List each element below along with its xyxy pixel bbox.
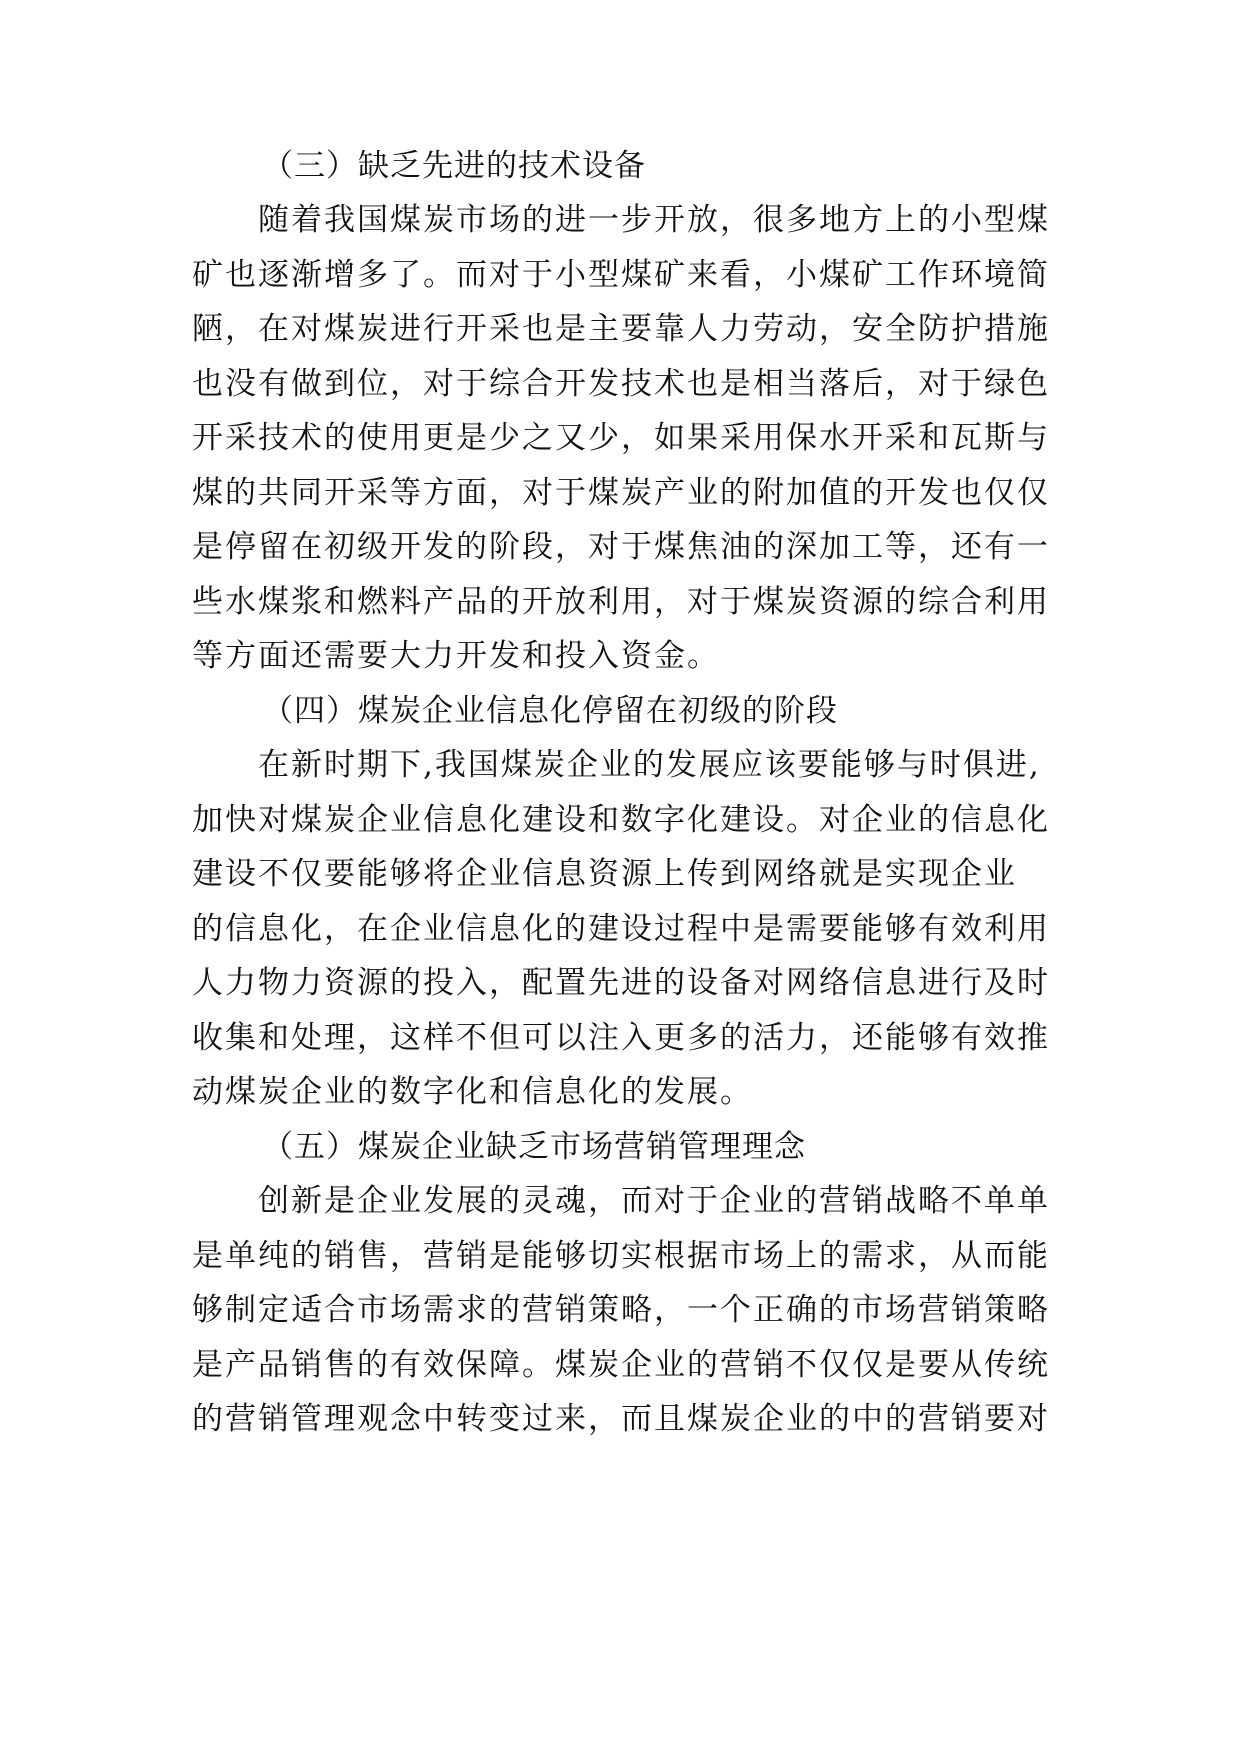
paragraph-line: 些水煤浆和燃料产品的开放利用，对于煤炭资源的综合利用 [192, 584, 1050, 620]
paragraph-line: 的信息化，在企业信息化的建设过程中是需要能够有效利用 [192, 911, 1050, 947]
paragraph-line: 是停留在初级开发的阶段，对于煤焦油的深加工等，还有一 [192, 529, 1050, 565]
paragraph-line: 创新是企业发展的灵魂，而对于企业的营销战略不单单 [258, 1183, 1050, 1219]
paragraph-line: 人力物力资源的投入，配置先进的设备对网络信息进行及时 [192, 965, 1050, 1001]
paragraph-line: 建设不仅要能够将企业信息资源上传到网络就是实现企业 [192, 856, 1017, 892]
paragraph-line: 是单纯的销售，营销是能够切实根据市场上的需求，从而能 [192, 1238, 1050, 1274]
paragraph-line: 也没有做到位，对于综合开发技术也是相当落后，对于绿色 [192, 366, 1050, 402]
paragraph-line: 动煤炭企业的数字化和信息化的发展。 [192, 1074, 753, 1110]
section-heading-5: （五）煤炭企业缺乏市场营销管理理念 [262, 1129, 806, 1165]
section-heading-3: （三）缺乏先进的技术设备 [262, 148, 646, 184]
paragraph-line: 加快对煤炭企业信息化建设和数字化建设。对企业的信息化 [192, 802, 1050, 838]
paragraph-line: 收集和处理，这样不但可以注入更多的活力，还能够有效推 [192, 1020, 1050, 1056]
paragraph-line: 够制定适合市场需求的营销策略，一个正确的市场营销策略 [192, 1292, 1050, 1328]
paragraph-line: 陋，在对煤炭进行开采也是主要靠人力劳动，安全防护措施 [192, 311, 1050, 347]
paragraph-line: 是产品销售的有效保障。煤炭企业的营销不仅仅是要从传统 [192, 1347, 1050, 1383]
section-heading-4: （四）煤炭企业信息化停留在初级的阶段 [262, 693, 838, 729]
paragraph-line: 开采技术的使用更是少之又少，如果采用保水开采和瓦斯与 [192, 420, 1050, 456]
paragraph-line: 矿也逐渐增多了。而对于小型煤矿来看，小煤矿工作环境简 [192, 257, 1050, 293]
paragraph-line: 等方面还需要大力开发和投入资金。 [192, 638, 720, 674]
paragraph-line: 的营销管理观念中转变过来，而且煤炭企业的中的营销要对 [192, 1401, 1050, 1437]
paragraph-line: 煤的共同开采等方面，对于煤炭产业的附加值的开发也仅仅 [192, 475, 1050, 511]
paragraph-line: 在新时期下,我国煤炭企业的发展应该要能够与时俱进, [258, 747, 1041, 783]
paragraph-line: 随着我国煤炭市场的进一步开放，很多地方上的小型煤 [258, 202, 1050, 238]
